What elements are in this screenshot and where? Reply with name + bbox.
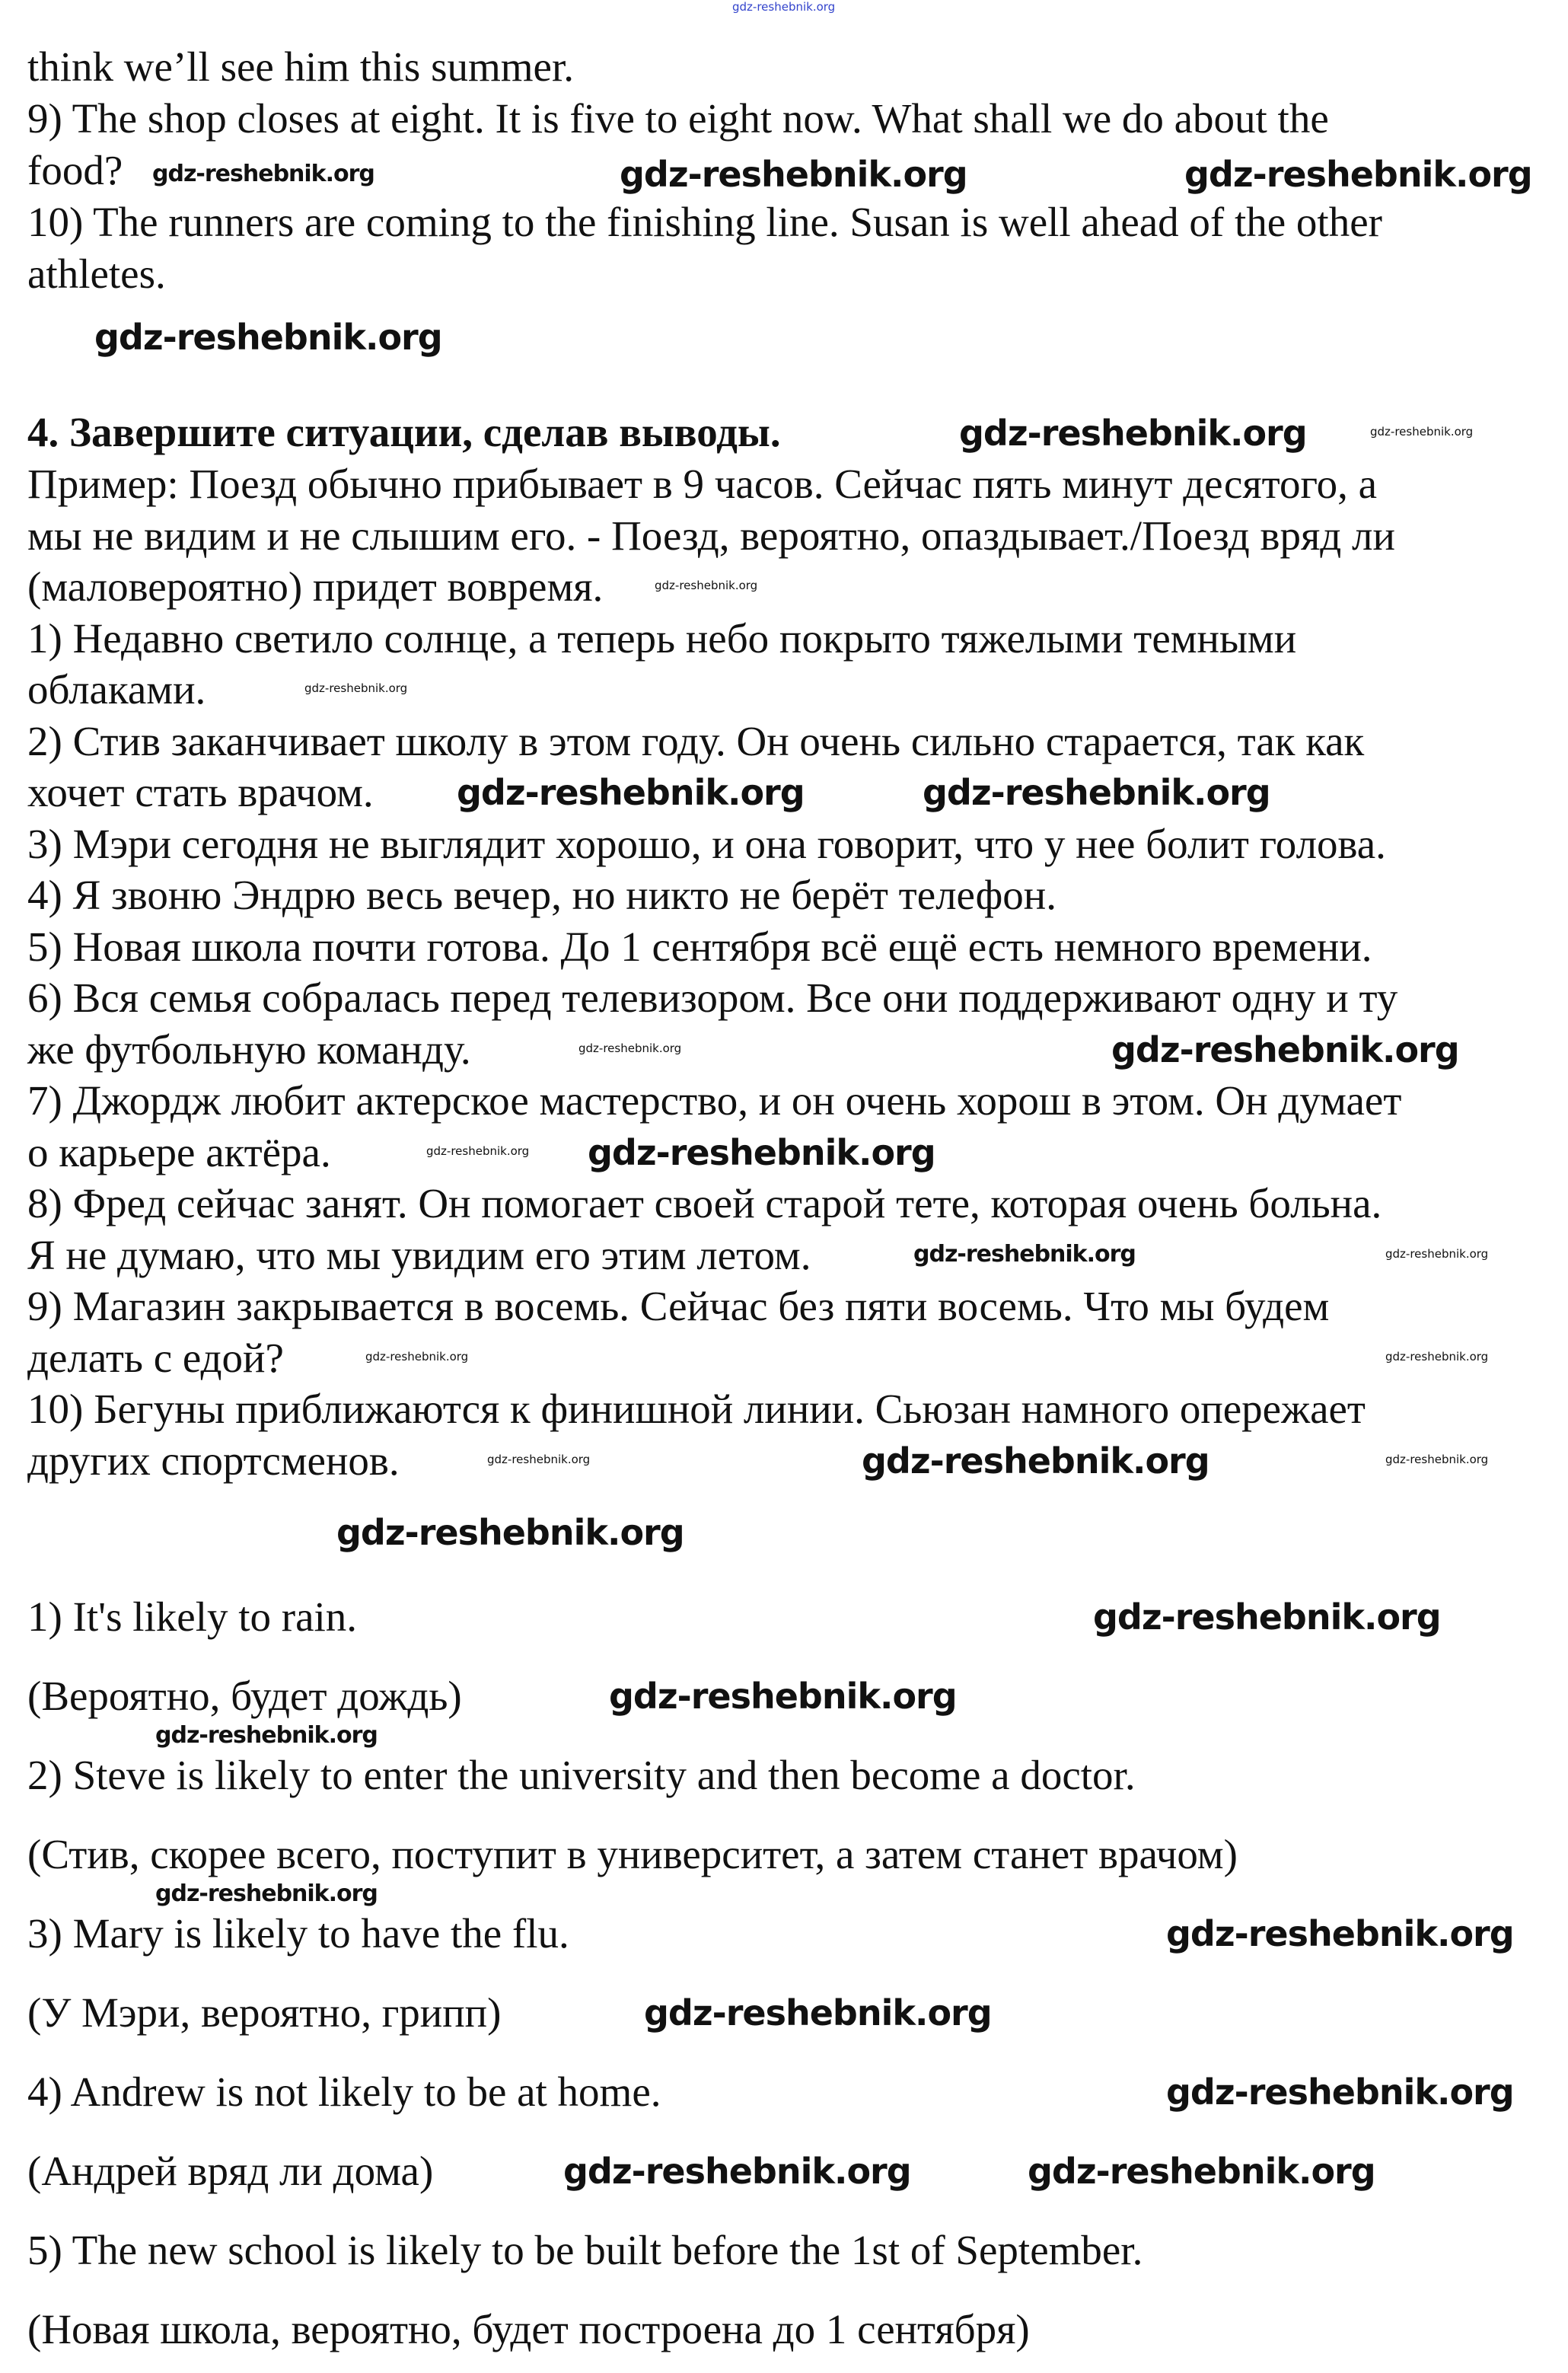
answer-english: 5) The new school is likely to be built before the 1st of September.	[27, 2227, 1143, 2273]
watermark: gdz-reshebnik.org	[862, 1440, 1209, 1482]
text-line: food?	[27, 147, 123, 193]
watermark: gdz-reshebnik.org	[1385, 1247, 1489, 1261]
watermark: gdz-reshebnik.org	[426, 1144, 530, 1158]
watermark: gdz-reshebnik.org	[1385, 1350, 1489, 1364]
watermark: gdz-reshebnik.org	[1184, 154, 1532, 195]
answer-translation: (У Мэри, вероятно, грипп)	[27, 1989, 502, 2036]
watermark: gdz-reshebnik.org	[155, 1722, 378, 1749]
watermark: gdz-reshebnik.org	[1028, 2151, 1375, 2192]
watermark: gdz-reshebnik.org	[923, 772, 1270, 813]
watermark: gdz-reshebnik.org	[152, 161, 374, 187]
answer-translation: (Вероятно, будет дождь)	[27, 1673, 462, 1719]
answer-english: 4) Andrew is not likely to be at home.	[27, 2068, 661, 2115]
watermark: gdz-reshebnik.org	[336, 1512, 684, 1553]
exercise-line: Я не думаю, что мы увидим его этим летом.	[27, 1231, 811, 1278]
watermark: gdz-reshebnik.org	[155, 1880, 378, 1907]
watermark: gdz-reshebnik.org	[609, 1676, 957, 1717]
answer-translation: (Новая школа, вероятно, будет построена до 1 сентября)	[27, 2306, 1030, 2352]
exercise-line: о карьере актёра.	[27, 1128, 331, 1175]
exercise-line: (маловероятно) придет вовремя.	[27, 563, 604, 610]
exercise-line: же футбольную команду.	[27, 1025, 471, 1073]
watermark: gdz-reshebnik.org	[732, 0, 836, 14]
exercise-line: делать с едой?	[27, 1334, 284, 1381]
watermark: gdz-reshebnik.org	[644, 1992, 992, 2033]
exercise-line: 7) Джордж любит актерское мастерство, и он очень хорош в этом. Он думает	[27, 1077, 1402, 1124]
exercise-line: 5) Новая школа почти готова. До 1 сентября всё ещё есть немного времени.	[27, 923, 1372, 970]
watermark: gdz-reshebnik.org	[94, 317, 442, 358]
exercise-line: 10) Бегуны приближаются к финишной линии. Сьюзан намного опережает	[27, 1386, 1366, 1432]
watermark: gdz-reshebnik.org	[457, 772, 805, 813]
exercise-line: 8) Фред сейчас занят. Он помогает своей старой тете, которая очень больна.	[27, 1180, 1382, 1226]
text-line: 10) The runners are coming to the finishing line. Susan is well ahead of the other	[27, 199, 1382, 245]
watermark: gdz-reshebnik.org	[655, 579, 758, 592]
watermark: gdz-reshebnik.org	[620, 154, 967, 195]
answer-english: 3) Mary is likely to have the flu.	[27, 1910, 569, 1957]
text-line: 9) The shop closes at eight. It is five to eight now. What shall we do about the	[27, 95, 1329, 142]
watermark: gdz-reshebnik.org	[1166, 2072, 1514, 2113]
answer-translation: (Андрей вряд ли дома)	[27, 2148, 434, 2194]
watermark: gdz-reshebnik.org	[304, 681, 408, 695]
watermark: gdz-reshebnik.org	[1166, 1913, 1514, 1954]
exercise-line: 3) Мэри сегодня не выглядит хорошо, и она говорит, что у нее болит голова.	[27, 820, 1386, 867]
answer-translation: (Стив, скорее всего, поступит в университет, а затем станет врачом)	[27, 1831, 1238, 1877]
watermark: gdz-reshebnik.org	[563, 2151, 911, 2192]
exercise-line: мы не видим и не слышим его. - Поезд, вероятно, опаздывает./Поезд вряд ли	[27, 512, 1395, 559]
text-line: think we’ll see him this summer.	[27, 43, 574, 90]
watermark: gdz-reshebnik.org	[365, 1350, 469, 1364]
answer-english: 1) It's likely to rain.	[27, 1593, 358, 1640]
watermark: gdz-reshebnik.org	[578, 1041, 682, 1055]
watermark: gdz-reshebnik.org	[1093, 1596, 1441, 1638]
watermark: gdz-reshebnik.org	[1370, 425, 1474, 439]
exercise-line: облаками.	[27, 666, 206, 713]
watermark: gdz-reshebnik.org	[913, 1241, 1136, 1268]
watermark: gdz-reshebnik.org	[1111, 1029, 1459, 1070]
watermark: gdz-reshebnik.org	[959, 413, 1307, 454]
exercise-line: 9) Магазин закрывается в восемь. Сейчас без пяти восемь. Что мы будем	[27, 1283, 1330, 1329]
exercise-line: 6) Вся семья собралась перед телевизором. Все они поддерживают одну и ту	[27, 974, 1398, 1021]
exercise-line: других спортсменов.	[27, 1437, 400, 1484]
exercise-line: 1) Недавно светило солнце, а теперь небо покрыто тяжелыми темными	[27, 614, 1297, 662]
exercise-line: 4) Я звоню Эндрю весь вечер, но никто не берёт телефон.	[27, 872, 1056, 918]
text-line: athletes.	[27, 250, 166, 297]
exercise-line: Пример: Поезд обычно прибывает в 9 часов. Сейчас пять минут десятого, а	[27, 461, 1378, 507]
watermark: gdz-reshebnik.org	[487, 1453, 591, 1466]
exercise-line: хочет стать врачом.	[27, 769, 374, 815]
answer-english: 2) Steve is likely to enter the university and then become a doctor.	[27, 1752, 1136, 1798]
watermark: gdz-reshebnik.org	[1385, 1453, 1489, 1466]
watermark: gdz-reshebnik.org	[588, 1132, 935, 1173]
exercise-title: 4. Завершите ситуации, сделав выводы.	[27, 409, 781, 455]
exercise-line: 2) Стив заканчивает школу в этом году. Он очень сильно старается, так как	[27, 717, 1365, 764]
